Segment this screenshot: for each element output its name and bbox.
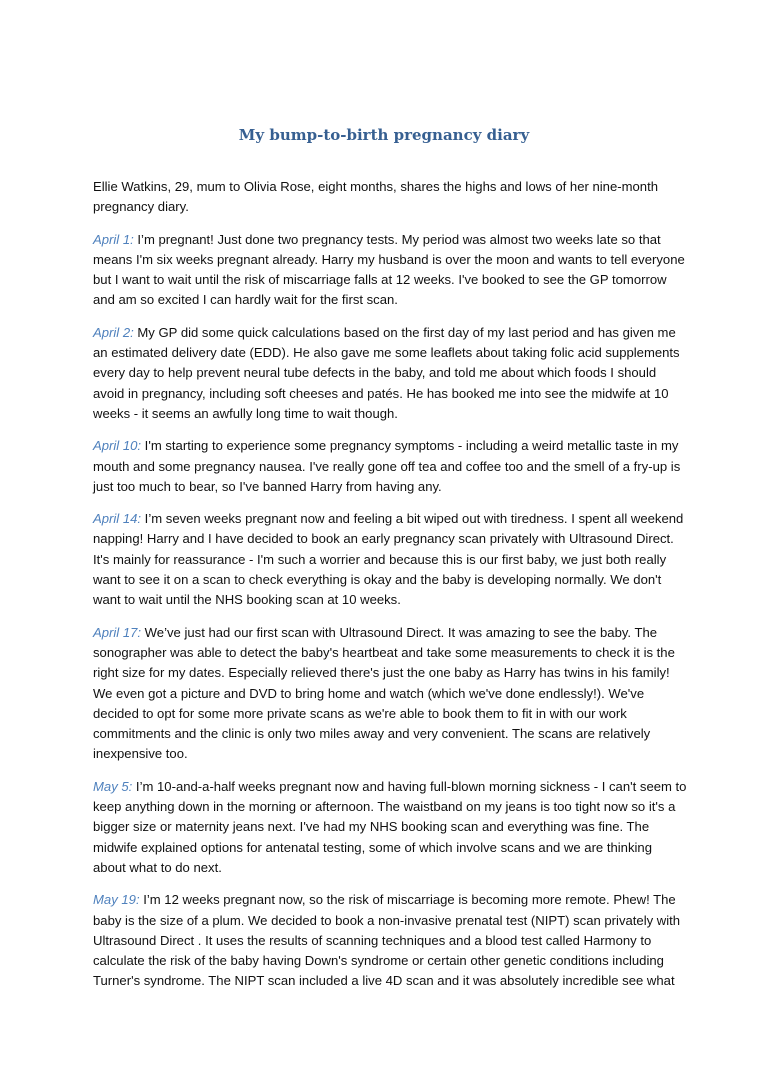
entry-text: My GP did some quick calculations based on the first day of my last period and has given me an estimated delivery date (EDD). He also gave me some leaflets about taking folic acid supplements every day to help prevent neural tube defects in the baby, and told me about which foods I should avoid in pregnancy, including soft cheeses and patés. He has booked me into see the midwife at 10 weeks - it seems an awfully long time to wait though. bbox=[93, 324, 680, 421]
entry-date: April 10: bbox=[93, 438, 142, 454]
diary-body bbox=[93, 177, 688, 1004]
entry-date: April 14: bbox=[93, 511, 142, 527]
entry-date: April 17: bbox=[93, 624, 142, 640]
page-title: My bump-to-birth pregnancy diary bbox=[238, 126, 530, 144]
entry-date: May 5: bbox=[93, 778, 133, 794]
diary-entry-april-2 bbox=[93, 323, 688, 424]
entry-date: May 19: bbox=[93, 892, 140, 908]
diary-entry-may-5 bbox=[93, 777, 688, 878]
entry-date: April 1: bbox=[93, 231, 134, 247]
entry-text: I’m pregnant! Just done two pregnancy tests. My period was almost two weeks late so that means I'm six weeks pregnant already. Harry my husband is over the moon and wants to tell everyone but I want to wait until the risk of miscarriage falls at 12 weeks. I've booked to see the GP tomorrow and am so excited I can hardly wait for the first scan. bbox=[93, 231, 685, 308]
entry-text: I’m 10-and-a-half weeks pregnant now and having full-blown morning sickness - I can't seem to keep anything down in the morning or afternoon. The waistband on my jeans is too tight now so it's a bigger size or maternity jeans next. I've had my NHS booking scan and everything was fine. The midwife explained options for antenatal testing, some of which involve scans and we are thinking about what to do next. bbox=[93, 778, 687, 875]
diary-entry-may-19 bbox=[93, 890, 688, 991]
intro-paragraph: Ellie Watkins, 29, mum to Olivia Rose, eight months, shares the highs and lows of her nine-month pregnancy diary. bbox=[93, 179, 658, 215]
entry-text: I’m seven weeks pregnant now and feeling a bit wiped out with tiredness. I spent all weekend napping! Harry and I have decided to book an early pregnancy scan privately with Ultrasound Direct. It's mainly for reassurance - I'm such a worrier and because this is our first baby, we just both really want to see it on a scan to check everything is okay and the baby is developing normally. We don't want to wait until the NHS booking scan at 10 weeks. bbox=[93, 511, 684, 608]
diary-entry-april-1 bbox=[93, 230, 688, 311]
entry-date: April 2: bbox=[93, 324, 134, 340]
entry-text: We’ve just had our first scan with Ultrasound Direct. It was amazing to see the baby. The sonographer was able to detect the baby's heartbeat and take some measurements to check it is the right size for my dates. Especially relieved there's just the one baby as Harry has twins in his family! We even got a picture and DVD to bring home and watch (which we've done endlessly!). We've decided to opt for some more private scans as we're able to book them to fit in with our work commitments and the clinic is only two miles away and very convenient. The scans are relatively inexpensive too. bbox=[93, 624, 675, 762]
entry-text: I’m 12 weeks pregnant now, so the risk of miscarriage is becoming more remote. Phew! The baby is the size of a plum. We decided to book a non-invasive prenatal test (NIPT) scan privately with Ultrasound Direct . It uses the results of scanning techniques and a blood test called Harmony to calculate the risk of the baby having Down's syndrome or certain other genetic conditions including Turner's syndrome. The NIPT scan included a live 4D scan and it was absolutely incredible see what bbox=[93, 892, 681, 989]
entry-text: I'm starting to experience some pregnancy symptoms - including a weird metallic taste in my mouth and some pregnancy nausea. I've really gone off tea and coffee too and the smell of a fry-up is just too much to bear, so I've banned Harry from having any. bbox=[93, 438, 681, 494]
diary-entry-april-10 bbox=[93, 436, 688, 497]
diary-entry-april-17 bbox=[93, 623, 688, 765]
diary-entry-april-14 bbox=[93, 509, 688, 610]
